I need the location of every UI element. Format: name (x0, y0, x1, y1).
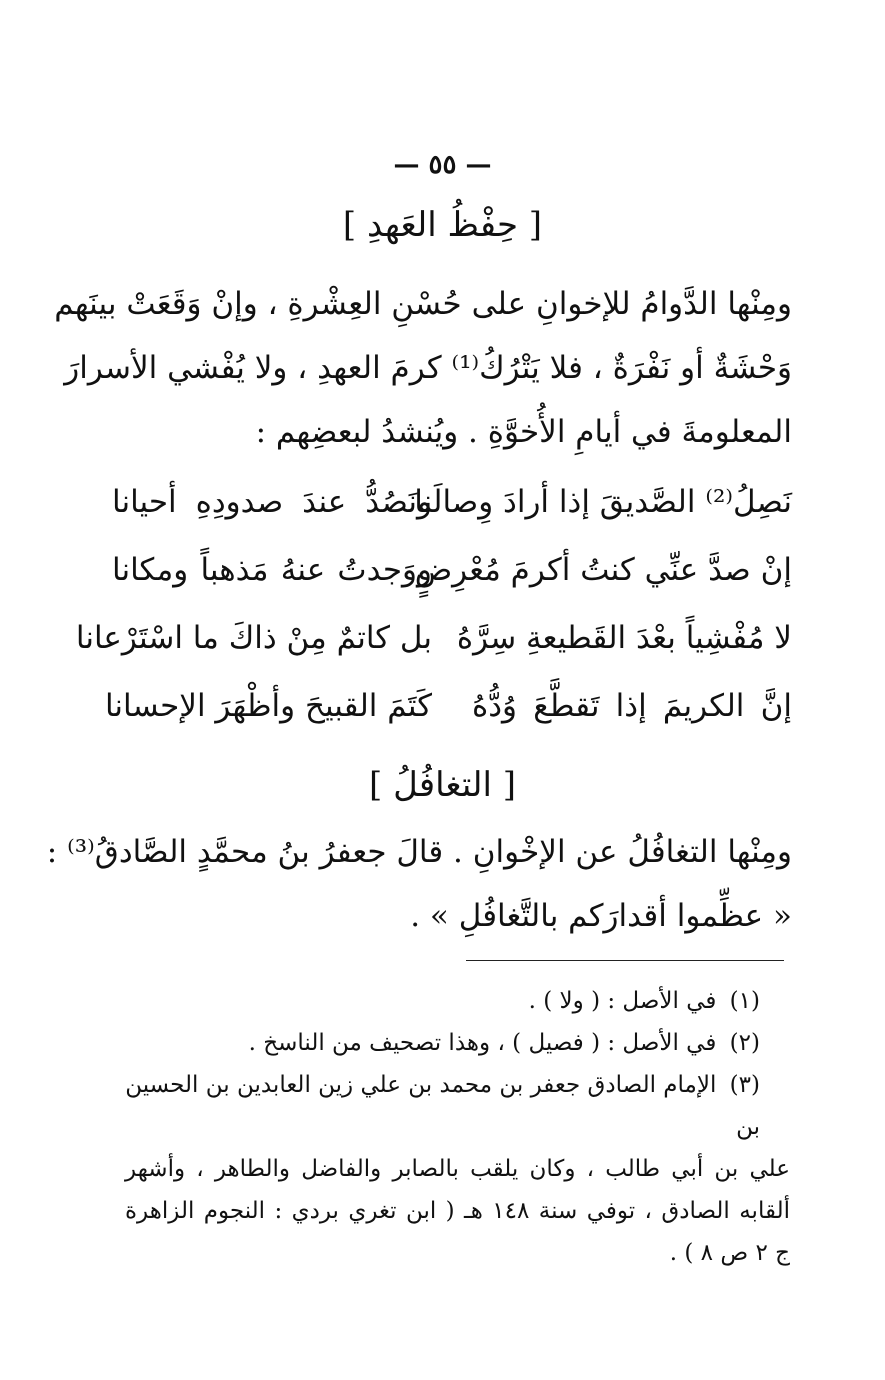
section-heading-hifz-al-ahd: [ حِفْظُ العَهدِ ] (342, 205, 543, 245)
verse-second-hemistich: ووَجدتُ عنهُ مَذهباً ومكانا (112, 552, 432, 588)
footnote-text: في الأصل : ( فصيل ) ، وهذا تصحيف من الناسخ . (248, 1030, 717, 1056)
paragraph-line: وَحْشَةٌ أو نَفْرَةٌ ، فلا يَتْرُكُ⁽¹⁾ كرمَ العهدِ ، ولا يُفْشي الأسرارَ (64, 350, 792, 386)
paragraph-line: « عظِّموا أقدارَكم بالتَّغافُلِ » . (410, 898, 792, 934)
section-paragraph (54, 272, 792, 464)
verse-second-hemistich: كَتَمَ القبيحَ وأظْهَرَ الإحسانا (104, 688, 432, 724)
section-heading-taghaful: [ التغافُلُ ] (369, 765, 516, 805)
footnote-text-continued: ج ٢ ص ٨ ) . (669, 1240, 790, 1266)
footnote (125, 980, 790, 1022)
verse-first-hemistich: نَصِلُ⁽²⁾ الصَّديقَ إذا أرادَ وِصالَنا (414, 484, 792, 520)
footnote (125, 1022, 790, 1064)
footnote-separator (466, 960, 784, 961)
footnotes (125, 980, 790, 1274)
poem-verse (104, 672, 792, 740)
poem-verse (75, 604, 792, 672)
poem-verse (112, 536, 792, 604)
verse-first-hemistich: إنَّ الكريمَ إذا تَقطَّعَ وُدُّهُ (472, 688, 792, 724)
verse-second-hemistich: بل كاتمٌ مِنْ ذاكَ ما اسْتَرْعانا (75, 620, 432, 656)
paragraph-line: ومِنْها التغافُلُ عن الإخْوانِ . قالَ جعفرُ بنُ محمَّدٍ الصَّادقُ⁽³⁾ : (46, 834, 792, 870)
verse-second-hemistich: ونَصُدُّ عندَ صدودِهِ أحيانا (112, 484, 432, 520)
footnote-text: في الأصل : ( ولا ) . (528, 988, 717, 1014)
footnote (125, 1064, 790, 1148)
footnote-number: (٢) (729, 1030, 760, 1056)
footnote-text-continued: علي بن أبي طالب ، وكان يلقب بالصابر والفاضل والطاهر ، وأشهر (125, 1156, 790, 1182)
paragraph-line: المعلومةَ في أيامِ الأُخوَّةِ . ويُنشدُ لبعضِهم : (255, 414, 792, 450)
poem (75, 468, 792, 740)
footnote-text-continued: ألقابه الصادق ، توفي سنة ١٤٨ هـ ( ابن تغري بردي : النجوم الزاهرة (125, 1198, 790, 1224)
paragraph-line: ومِنْها الدَّوامُ للإخوانِ على حُسْنِ العِشْرةِ ، وإنْ وَقَعَتْ بينَهم (54, 286, 792, 322)
page-number: — ٥٥ — (393, 150, 492, 180)
verse-first-hemistich: إنْ صدَّ عنِّي كنتُ أكرمَ مُعْرِضٍ (414, 552, 792, 588)
poem-verse (112, 468, 792, 536)
footnote-text: الإمام الصادق جعفر بن محمد بن علي زين العابدين بن الحسين بن (125, 1072, 760, 1140)
footnote-number: (١) (729, 988, 760, 1014)
section-paragraph (46, 820, 792, 948)
footnote-number: (٣) (729, 1072, 760, 1098)
verse-first-hemistich: لا مُفْشِياً بعْدَ القَطيعةِ سِرَّهُ (456, 620, 792, 656)
